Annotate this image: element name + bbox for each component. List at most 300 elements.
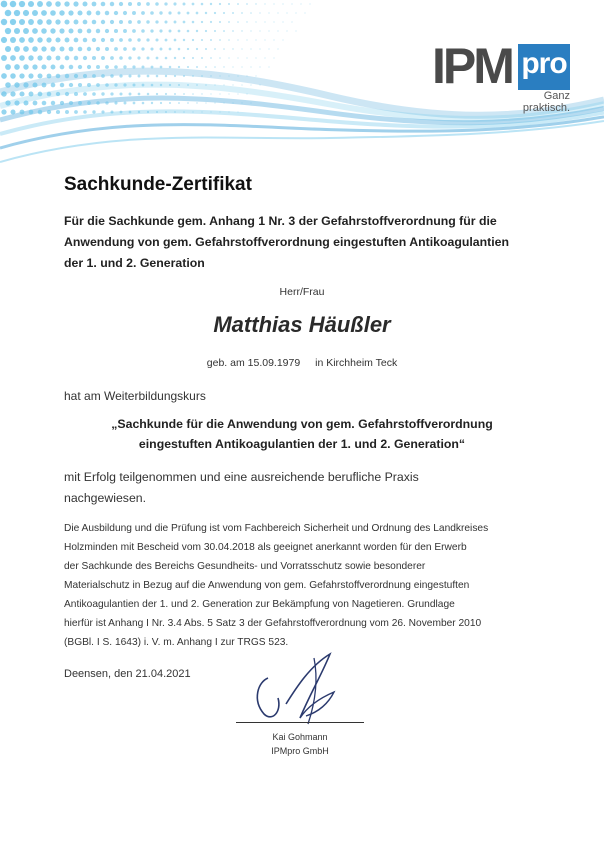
halftone-dot bbox=[196, 12, 199, 15]
halftone-dot bbox=[14, 10, 20, 16]
halftone-dot bbox=[192, 3, 195, 6]
halftone-dot bbox=[196, 30, 198, 32]
place-and-date: Deensen, den 21.04.2021 bbox=[64, 668, 191, 680]
halftone-dot bbox=[110, 56, 114, 60]
course-intro: hat am Weiterbildungskurs bbox=[64, 389, 206, 403]
halftone-dot bbox=[1, 109, 6, 114]
halftone-dot bbox=[219, 57, 221, 59]
halftone-dot bbox=[50, 10, 56, 16]
halftone-dot bbox=[47, 110, 51, 114]
halftone-dot bbox=[105, 101, 108, 104]
birth-place: in Kirchheim Teck bbox=[315, 357, 398, 369]
halftone-dot bbox=[205, 84, 207, 86]
halftone-dot bbox=[10, 19, 16, 25]
halftone-dot bbox=[28, 73, 33, 78]
halftone-dot bbox=[138, 111, 140, 113]
halftone-dot bbox=[259, 48, 260, 49]
legal-line: hierfür ist Anhang I Nr. 3.4 Abs. 5 Satz 3 der Gefahrstoffverordnung vom 26. November 2010 bbox=[64, 618, 482, 629]
halftone-dot bbox=[165, 75, 167, 77]
halftone-dot bbox=[228, 39, 230, 41]
logo-brand-suffix: pro bbox=[518, 44, 570, 90]
halftone-dot bbox=[51, 101, 55, 105]
halftone-dot bbox=[147, 93, 150, 96]
halftone-dot bbox=[5, 10, 12, 17]
halftone-dot bbox=[114, 47, 118, 51]
halftone-dot bbox=[183, 111, 185, 113]
halftone-dot bbox=[174, 75, 176, 77]
halftone-dot bbox=[250, 84, 251, 85]
halftone-dot bbox=[14, 82, 19, 87]
halftone-dot bbox=[151, 66, 154, 69]
halftone-dot bbox=[268, 30, 269, 31]
halftone-dot bbox=[187, 66, 189, 68]
halftone-dot bbox=[105, 29, 109, 33]
halftone-dot bbox=[146, 20, 149, 23]
subtitle-line: der 1. und 2. Generation bbox=[64, 256, 205, 270]
birth-info bbox=[0, 357, 604, 369]
halftone-dot bbox=[219, 21, 221, 23]
halftone-dot bbox=[64, 19, 69, 24]
halftone-dot bbox=[83, 2, 88, 7]
halftone-dot bbox=[241, 102, 242, 103]
halftone-dot bbox=[74, 56, 78, 60]
halftone-dot bbox=[69, 101, 73, 105]
halftone-dot bbox=[65, 74, 69, 78]
halftone-dot bbox=[246, 57, 247, 58]
halftone-dot bbox=[304, 12, 305, 13]
legal-line: Materialschutz in Bezug auf die Anwendung von gem. Gefahrstoffverordnung eingestuften bbox=[64, 580, 470, 591]
halftone-dot bbox=[250, 48, 251, 49]
handwritten-signature bbox=[238, 648, 358, 728]
halftone-dot bbox=[50, 28, 55, 33]
halftone-dot bbox=[128, 38, 132, 42]
halftone-dot bbox=[132, 47, 135, 50]
halftone-dot bbox=[65, 56, 70, 61]
course-result bbox=[64, 467, 524, 509]
halftone-dot bbox=[178, 66, 180, 68]
halftone-dot bbox=[187, 48, 189, 50]
halftone-dot bbox=[196, 84, 198, 86]
subtitle-line: Anwendung von gem. Gefahrstoffverordnung eingestuften Antikoagulantien bbox=[64, 235, 509, 249]
halftone-dot bbox=[92, 38, 96, 42]
certificate-subtitle bbox=[64, 211, 544, 274]
halftone-dot bbox=[183, 21, 186, 24]
halftone-dot bbox=[92, 20, 97, 25]
halftone-dot bbox=[295, 30, 296, 31]
halftone-dot bbox=[201, 57, 203, 59]
halftone-dot bbox=[46, 19, 52, 25]
halftone-dot bbox=[5, 46, 11, 52]
halftone-dot bbox=[219, 3, 221, 5]
halftone-dot bbox=[87, 65, 91, 69]
halftone-dot bbox=[32, 64, 37, 69]
halftone-dot bbox=[214, 84, 215, 85]
halftone-dot bbox=[10, 73, 16, 79]
halftone-dot bbox=[155, 20, 158, 23]
halftone-dot bbox=[201, 39, 203, 41]
halftone-dot bbox=[56, 56, 61, 61]
halftone-dot bbox=[246, 39, 247, 40]
halftone-dot bbox=[183, 57, 185, 59]
course-title-line: eingestuften Antikoagulantien der 1. und 2. Generation“ bbox=[138, 437, 466, 451]
halftone-dot bbox=[228, 93, 229, 94]
halftone-dot bbox=[33, 101, 38, 106]
legal-line: Antikoagulantien der 1. und 2. Generation zur Bekämpfung von Nagetieren. Grundlage bbox=[64, 599, 455, 610]
halftone-dot bbox=[210, 75, 211, 76]
halftone-dot bbox=[268, 48, 269, 49]
halftone-dot bbox=[10, 1, 16, 7]
halftone-dot bbox=[78, 83, 82, 87]
course-title bbox=[54, 414, 550, 454]
halftone-dot bbox=[169, 30, 172, 33]
halftone-dot bbox=[60, 101, 64, 105]
halftone-dot bbox=[291, 21, 292, 22]
halftone-dot bbox=[273, 21, 274, 22]
halftone-dot bbox=[92, 110, 95, 113]
halftone-dot bbox=[255, 57, 256, 58]
halftone-dot bbox=[246, 21, 247, 22]
halftone-dot bbox=[174, 57, 176, 59]
halftone-dot bbox=[232, 84, 233, 85]
halftone-dot bbox=[114, 11, 118, 15]
halftone-dot bbox=[282, 39, 283, 40]
legal-line: (BGBl. I S. 1643) i. V. m. Anhang I zur TRGS 523. bbox=[64, 637, 289, 648]
halftone-dot bbox=[241, 66, 242, 67]
halftone-dot bbox=[277, 12, 278, 13]
halftone-dot bbox=[210, 57, 212, 59]
halftone-dot bbox=[38, 92, 43, 97]
halftone-dot bbox=[241, 48, 242, 49]
halftone-dot bbox=[228, 21, 230, 23]
halftone-dot bbox=[38, 110, 43, 115]
halftone-dot bbox=[5, 28, 11, 34]
halftone-dot bbox=[141, 47, 144, 50]
halftone-dot bbox=[60, 83, 64, 87]
halftone-dot bbox=[1, 1, 8, 8]
halftone-dot bbox=[214, 66, 216, 68]
halftone-dot bbox=[246, 3, 248, 5]
halftone-dot bbox=[128, 2, 132, 6]
halftone-dot bbox=[237, 93, 238, 94]
halftone-dot bbox=[59, 10, 64, 15]
halftone-dot bbox=[192, 21, 195, 24]
halftone-dot bbox=[210, 39, 212, 41]
halftone-dot bbox=[19, 1, 25, 7]
halftone-dot bbox=[264, 39, 265, 40]
halftone-dot bbox=[255, 3, 256, 4]
halftone-dot bbox=[92, 56, 96, 60]
halftone-dot bbox=[286, 12, 287, 13]
halftone-dot bbox=[55, 37, 60, 42]
halftone-dot bbox=[138, 93, 141, 96]
halftone-dot bbox=[23, 82, 28, 87]
halftone-dot bbox=[201, 21, 203, 23]
halftone-dot bbox=[129, 111, 132, 114]
halftone-dot bbox=[187, 12, 190, 15]
result-line: mit Erfolg teilgenommen und eine ausreichende berufliche Praxis bbox=[64, 470, 419, 484]
salutation: Herr/Frau bbox=[279, 286, 325, 298]
halftone-dot bbox=[169, 84, 171, 86]
halftone-dot bbox=[65, 92, 69, 96]
halftone-dot bbox=[28, 55, 33, 60]
halftone-dot bbox=[56, 74, 61, 79]
halftone-dot bbox=[160, 102, 162, 104]
halftone-dot bbox=[19, 55, 25, 61]
halftone-dot bbox=[250, 66, 251, 67]
halftone-dot bbox=[159, 29, 162, 32]
halftone-dot bbox=[219, 39, 221, 41]
halftone-dot bbox=[132, 65, 135, 68]
halftone-dot bbox=[1, 19, 7, 25]
halftone-dot bbox=[69, 83, 73, 87]
halftone-dot bbox=[119, 92, 122, 95]
halftone-dot bbox=[174, 21, 177, 24]
halftone-dot bbox=[155, 38, 158, 41]
halftone-dot bbox=[92, 74, 96, 78]
halftone-dot bbox=[96, 101, 100, 105]
halftone-dot bbox=[232, 102, 233, 103]
halftone-dot bbox=[23, 28, 29, 34]
halftone-dot bbox=[205, 48, 207, 50]
halftone-dot bbox=[19, 37, 25, 43]
halftone-dot bbox=[10, 109, 15, 114]
halftone-dot bbox=[101, 38, 105, 42]
halftone-dot bbox=[241, 84, 242, 85]
halftone-dot bbox=[114, 101, 117, 104]
halftone-dot bbox=[64, 1, 69, 6]
halftone-dot bbox=[205, 12, 207, 14]
halftone-dot bbox=[201, 3, 204, 6]
halftone-dot bbox=[46, 55, 51, 60]
halftone-dot bbox=[201, 93, 202, 94]
legal-line: Die Ausbildung und die Prüfung ist vom Fachbereich Sicherheit und Ordnung des Landkreises bbox=[64, 523, 489, 534]
halftone-dot bbox=[259, 66, 260, 67]
halftone-dot bbox=[23, 64, 28, 69]
halftone-dot bbox=[41, 28, 47, 34]
halftone-dot bbox=[29, 110, 34, 115]
halftone-dot bbox=[137, 20, 141, 24]
halftone-dot bbox=[83, 110, 87, 114]
halftone-dot bbox=[133, 102, 136, 105]
halftone-dot bbox=[205, 66, 207, 68]
halftone-dot bbox=[268, 66, 269, 67]
logo-brand-main: IPM bbox=[432, 38, 512, 94]
halftone-dot bbox=[105, 83, 109, 87]
halftone-dot bbox=[223, 66, 224, 67]
halftone-dot bbox=[219, 93, 220, 94]
halftone-dot bbox=[5, 82, 11, 88]
halftone-dot bbox=[146, 38, 149, 41]
halftone-dot bbox=[223, 84, 224, 85]
halftone-dot bbox=[210, 111, 211, 112]
halftone-dot bbox=[59, 28, 64, 33]
halftone-dot bbox=[151, 102, 153, 104]
halftone-dot bbox=[96, 83, 100, 87]
halftone-dot bbox=[178, 48, 181, 51]
halftone-dot bbox=[83, 74, 87, 78]
halftone-dot bbox=[24, 101, 29, 106]
halftone-dot bbox=[214, 48, 216, 50]
halftone-dot bbox=[177, 11, 180, 14]
halftone-dot bbox=[151, 84, 154, 87]
halftone-dot bbox=[147, 57, 150, 60]
logo-tagline bbox=[492, 90, 570, 114]
halftone-dot bbox=[138, 75, 141, 78]
halftone-dot bbox=[160, 66, 163, 69]
halftone-dot bbox=[142, 102, 145, 105]
halftone-dot bbox=[19, 73, 24, 78]
halftone-dot bbox=[192, 75, 194, 77]
halftone-dot bbox=[228, 111, 229, 112]
halftone-dot bbox=[119, 20, 123, 24]
halftone-dot bbox=[187, 30, 190, 33]
halftone-dot bbox=[264, 57, 265, 58]
halftone-dot bbox=[96, 65, 100, 69]
halftone-dot bbox=[210, 3, 212, 5]
halftone-dot bbox=[169, 48, 172, 51]
halftone-dot bbox=[147, 111, 149, 113]
halftone-dot bbox=[10, 55, 16, 61]
halftone-dot bbox=[165, 39, 168, 42]
halftone-dot bbox=[146, 2, 150, 6]
halftone-dot bbox=[101, 110, 104, 113]
halftone-dot bbox=[219, 111, 220, 112]
halftone-dot bbox=[183, 75, 185, 77]
certificate-title: Sachkunde-Zertifikat bbox=[64, 174, 252, 195]
halftone-dot bbox=[250, 30, 251, 31]
halftone-dot bbox=[101, 92, 104, 95]
halftone-dot bbox=[183, 39, 185, 41]
halftone-dot bbox=[101, 20, 105, 24]
halftone-dot bbox=[83, 38, 88, 43]
halftone-dot bbox=[150, 11, 154, 15]
halftone-dot bbox=[246, 75, 247, 76]
halftone-dot bbox=[23, 10, 29, 16]
halftone-dot bbox=[37, 19, 43, 25]
halftone-dot bbox=[237, 39, 238, 40]
halftone-dot bbox=[223, 102, 224, 103]
halftone-dot bbox=[277, 48, 278, 49]
halftone-dot bbox=[187, 102, 189, 104]
halftone-dot bbox=[178, 84, 180, 86]
halftone-dot bbox=[169, 102, 171, 104]
halftone-dot bbox=[47, 92, 52, 97]
halftone-dot bbox=[232, 12, 234, 14]
halftone-dot bbox=[147, 75, 150, 78]
halftone-dot bbox=[51, 83, 56, 88]
logo-tagline-line-1: Ganz bbox=[543, 90, 570, 102]
halftone-dot bbox=[223, 12, 225, 14]
halftone-dot bbox=[123, 11, 127, 15]
halftone-dot bbox=[114, 29, 118, 33]
halftone-dot bbox=[137, 56, 140, 59]
halftone-dot bbox=[178, 102, 180, 104]
halftone-dot bbox=[46, 1, 52, 7]
halftone-dot bbox=[205, 102, 206, 103]
halftone-dot bbox=[42, 101, 47, 106]
halftone-dot bbox=[128, 20, 132, 24]
halftone-dot bbox=[110, 38, 114, 42]
halftone-dot bbox=[60, 65, 65, 70]
halftone-dot bbox=[201, 75, 203, 77]
legal-line: der Sachkunde des Bereichs Gesundheits- und Vorratsschutz sowie besonderer bbox=[64, 561, 426, 572]
halftone-dot bbox=[174, 39, 177, 42]
halftone-dot bbox=[110, 92, 113, 95]
halftone-dot bbox=[273, 39, 274, 40]
halftone-dot bbox=[87, 101, 91, 105]
halftone-dot bbox=[192, 39, 194, 41]
halftone-dot bbox=[55, 1, 61, 7]
halftone-dot bbox=[1, 91, 6, 96]
halftone-dot bbox=[150, 29, 153, 32]
halftone-dot bbox=[38, 74, 43, 79]
halftone-dot bbox=[201, 111, 202, 112]
halftone-dot bbox=[129, 93, 132, 96]
halftone-dot bbox=[168, 11, 171, 14]
halftone-dot bbox=[237, 75, 238, 76]
halftone-dot bbox=[223, 48, 225, 50]
halftone-dot bbox=[123, 83, 126, 86]
halftone-dot bbox=[255, 75, 256, 76]
halftone-dot bbox=[83, 92, 87, 96]
halftone-dot bbox=[123, 65, 126, 68]
halftone-dot bbox=[92, 2, 97, 7]
halftone-dot bbox=[128, 56, 131, 59]
halftone-dot bbox=[114, 65, 118, 69]
halftone-dot bbox=[87, 11, 92, 16]
halftone-dot bbox=[237, 111, 238, 112]
halftone-dot bbox=[241, 30, 242, 31]
halftone-dot bbox=[309, 3, 310, 4]
halftone-dot bbox=[10, 37, 16, 43]
halftone-dot bbox=[41, 10, 47, 16]
halftone-dot bbox=[205, 30, 207, 32]
halftone-dot bbox=[156, 111, 158, 113]
halftone-dot bbox=[14, 28, 20, 34]
halftone-dot bbox=[124, 102, 127, 105]
halftone-dot bbox=[196, 102, 197, 103]
halftone-dot bbox=[277, 30, 278, 31]
halftone-dot bbox=[255, 21, 256, 22]
halftone-dot bbox=[65, 110, 69, 114]
halftone-dot bbox=[83, 56, 87, 60]
halftone-dot bbox=[132, 11, 136, 15]
halftone-dot bbox=[19, 19, 25, 25]
halftone-dot bbox=[110, 20, 114, 24]
halftone-dot bbox=[183, 93, 185, 95]
halftone-dot bbox=[69, 29, 74, 34]
halftone-dot bbox=[156, 75, 159, 78]
halftone-dot bbox=[214, 30, 216, 32]
halftone-dot bbox=[228, 3, 230, 5]
halftone-dot bbox=[123, 47, 127, 51]
halftone-dot bbox=[74, 92, 78, 96]
halftone-dot bbox=[69, 47, 74, 52]
halftone-dot bbox=[259, 30, 260, 31]
halftone-dot bbox=[119, 56, 123, 60]
halftone-dot bbox=[183, 3, 186, 6]
halftone-dot bbox=[137, 2, 141, 6]
halftone-dot bbox=[214, 102, 215, 103]
halftone-dot bbox=[237, 3, 239, 5]
halftone-dot bbox=[156, 57, 159, 60]
halftone-dot bbox=[105, 47, 109, 51]
halftone-dot bbox=[87, 47, 91, 51]
halftone-dot bbox=[46, 37, 51, 42]
halftone-dot bbox=[87, 83, 91, 87]
halftone-dot bbox=[92, 92, 96, 96]
halftone-dot bbox=[101, 74, 105, 78]
